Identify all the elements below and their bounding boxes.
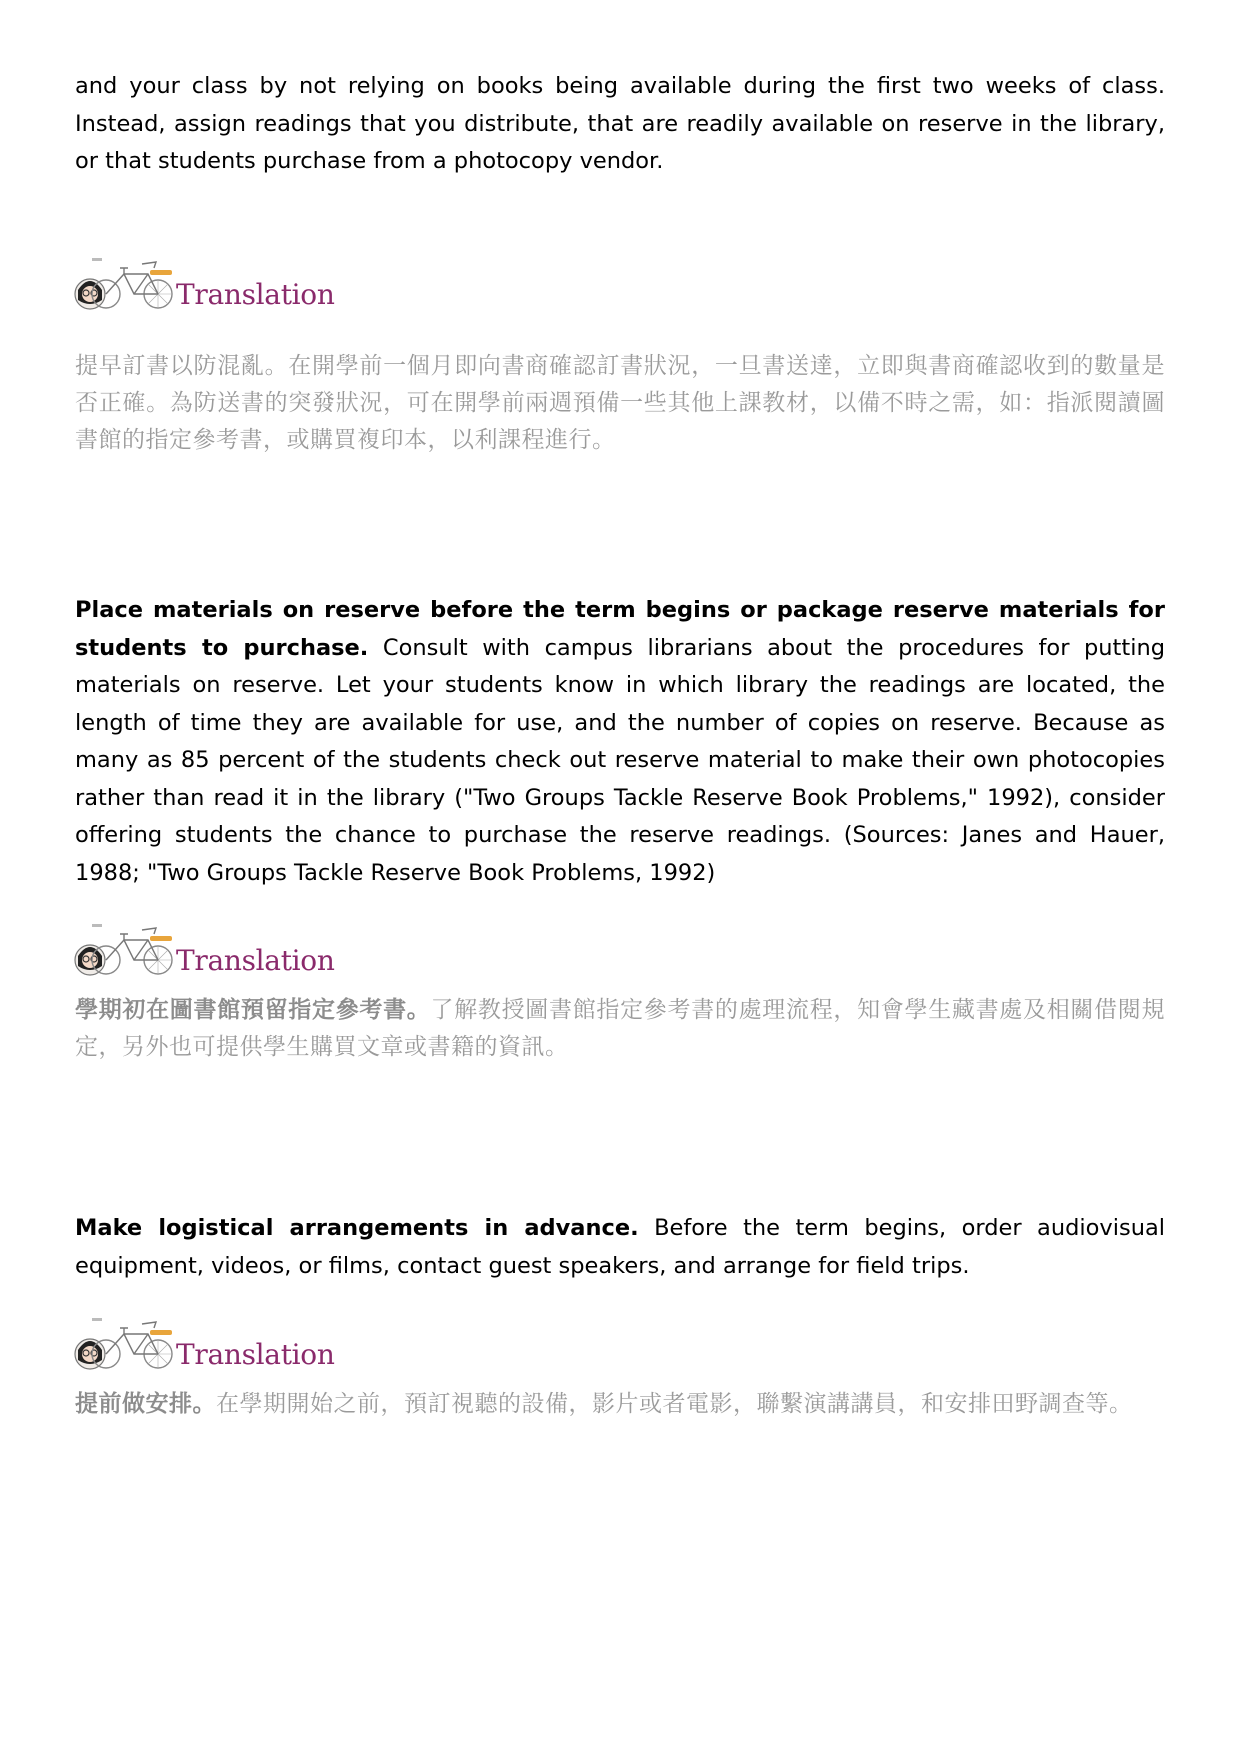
translation-label: Translation [176, 944, 335, 977]
translation-badge [72, 1310, 335, 1382]
paragraph-lead: Place materials on reserve before the term begins or package reserve materials for students to purchase. [75, 597, 1165, 661]
translation-lead: 學期初在圖書館預留指定參考書。 [75, 997, 431, 1023]
translation-paragraph [75, 992, 1165, 1066]
translation-lead: 提前做安排。 [75, 1391, 216, 1417]
translation-text: 在學期開始之前，預訂視聽的設備，影片或者電影，聯繫演講講員，和安排田野調查等。 [216, 1391, 1133, 1417]
paragraph-reserve-materials [75, 592, 1165, 892]
paragraph-lead: Make logistical arrangements in advance. [75, 1215, 639, 1241]
paragraph-text: Before the term begins, order audiovisual equipment, videos, or films, contact guest speakers, and arrange for field trips. [75, 1215, 1165, 1279]
translation-badge [72, 916, 335, 988]
translation-paragraph [75, 1386, 1165, 1423]
paragraph-text: Consult with campus librarians about the procedures for putting materials on reserve. Let your students know in which library the readings are located, the length of time they are available for use, and the number of copies on reserve. Because as many as 85 percent of the students check out reserve material to make their own photocopies rather than read it in the library ("Two Groups Tackle Reserve Book Problems," 1992), consider offering students the chance to purchase the reserve readings. (Sources: Janes and Hauer, 1988; "Two Groups Tackle Reserve Book Problems, 1992) [75, 634, 1165, 886]
paragraph-reading-availability [75, 68, 1165, 181]
translation-label: Translation [176, 1338, 335, 1371]
paragraph-text: and your class by not relying on books being available during the first two weeks of class. Instead, assign readings that you distribute, that are readily available on reserve in the library, or that students purchase from a photocopy vendor. [75, 73, 1165, 174]
translation-label: Translation [176, 278, 335, 311]
translation-text: 提早訂書以防混亂。在開學前一個月即向書商確認訂書狀況，一旦書送達，立即與書商確認收到的數量是否正確。為防送書的突發狀況，可在開學前兩週預備一些其他上課教材，以備不時之需，如：指派閱讀圖書館的指定參考書，或購買複印本，以利課程進行。 [75, 353, 1165, 453]
translation-badge [72, 250, 335, 322]
translation-paragraph [75, 348, 1165, 459]
translation-text: 了解教授圖書館指定參考書的處理流程，知會學生藏書處及相關借閱規定，另外也可提供學生購買文章或書籍的資訊。 [75, 997, 1166, 1060]
paragraph-logistical-arrangements [75, 1210, 1165, 1285]
